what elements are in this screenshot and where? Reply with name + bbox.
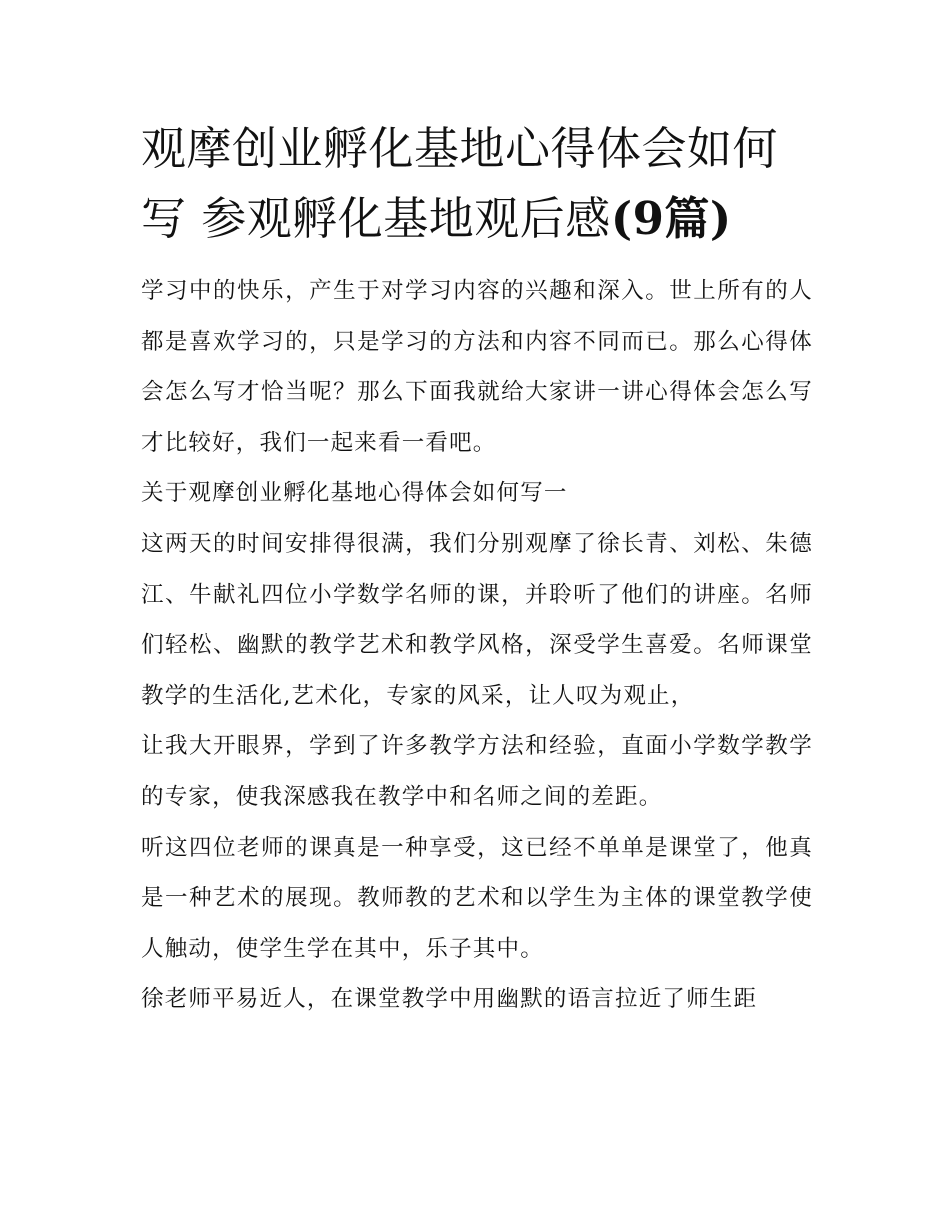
paragraph-intro: 学习中的快乐，产生于对学习内容的兴趣和深入。世上所有的人都是喜欢学习的，只是学习的方法和内容不同而已。那么心得体会怎么写才恰当呢？那么下面我就给大家讲一讲心得体会怎么写才比较好，我们一起来看一看吧。: [141, 278, 813, 456]
paragraph: 让我大开眼界，学到了许多教学方法和经验，直面小学数学教学的专家，使我深感我在教学中和名师之间的差距。: [141, 733, 813, 810]
document-content: [141, 114, 813, 1025]
section-heading: 关于观摩创业孵化基地心得体会如何写一: [141, 480, 568, 507]
paragraph: 这两天的时间安排得很满，我们分别观摩了徐长青、刘松、朱德江、牛献礼四位小学数学名师的课，并聆听了他们的讲座。名师们轻松、幽默的教学艺术和教学风格，深受学生喜爱。名师课堂教学的生活化,艺术化，专家的风采，让人叹为观止，: [141, 530, 813, 709]
title-count: (9篇): [610, 192, 732, 245]
document-body: [141, 266, 813, 1025]
title-main: 观摩创业孵化基地心得体会如何写 参观孵化基地观后感: [141, 122, 779, 245]
document-title: [141, 114, 813, 254]
paragraph: 听这四位老师的课真是一种享受，这已经不单单是课堂了，他真是一种艺术的展现。教师教的艺术和以学生为主体的课堂教学使人触动，使学生学在其中，乐子其中。: [141, 834, 813, 962]
paragraph: 徐老师平易近人，在课堂教学中用幽默的语言拉近了师生距: [141, 986, 758, 1013]
